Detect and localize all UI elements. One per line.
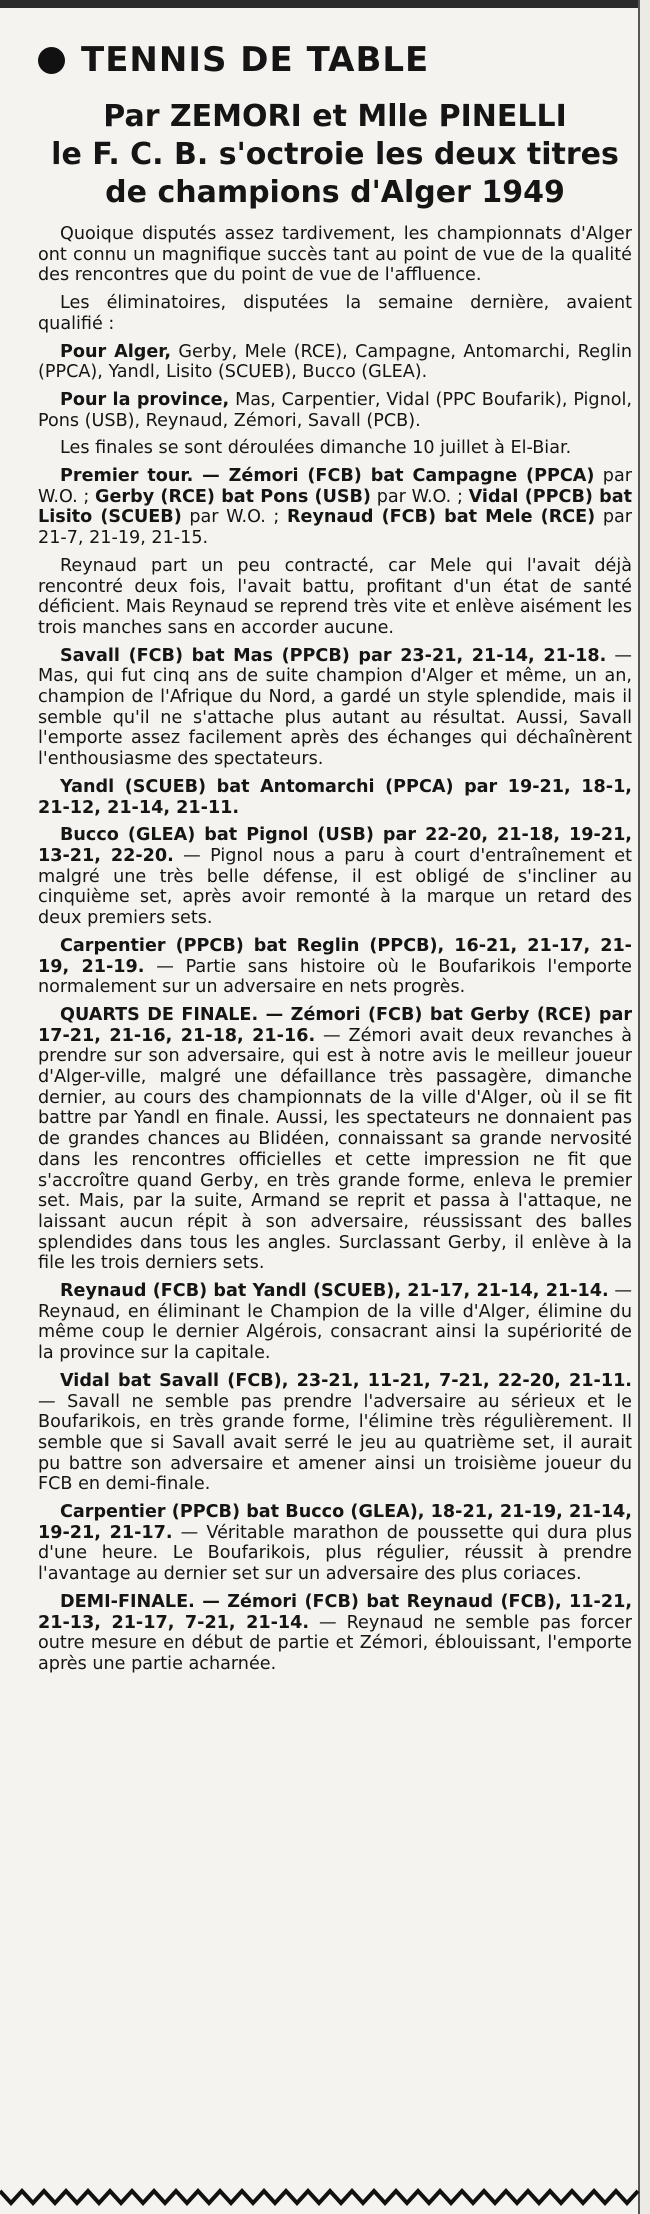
bold-lead: Pour la province, [60,389,230,410]
top-rule [0,0,650,8]
headline [38,98,632,212]
paragraph: Les éliminatoires, disputées la semaine dernière, avaient qualifié : [38,293,632,334]
paragraph: Carpentier (PPCB) bat Reglin (PPCB), 16-21, 21-17, 21-19, 21-19. — Partie sans histoire où le Boufarikois l'emporte normalement sur un adversaire en nets progrès. [38,935,633,998]
headline-line-2: le F. C. B. s'octroie les deux titres [51,137,619,172]
article-body [38,224,632,1675]
paragraph: Savall (FCB) bat Mas (PPCB) par 23-21, 21-14, 21-18. — Mas, qui fut cinq ans de suite champion d'Alger et même, un an, champion de l'Afrique du Nord, a gardé un style splendide, mais il semble qu'il ne s'attache plus autant au résultat. Aussi, Savall l'emporte assez facilement après des échanges qui déchaînèrent l'enthousiasme des spectateurs. [38,645,633,770]
rubric-title: TENNIS DE TABLE [81,40,430,80]
adjacent-column-edge [640,0,650,2214]
paragraph: DEMI-FINALE. — Zémori (FCB) bat Reynaud (FCB), 11-21, 21-13, 21-17, 7-21, 21-14. — Reynaud ne semble pas forcer outre mesure en début de partie et Zémori, éblouissant, l'emporte après une partie acharnée. [38,1591,632,1674]
paragraph: Yandl (SCUEB) bat Antomarchi (PPCA) par 19-21, 18-1, 21-12, 21-14, 21-11. [38,776,632,818]
article-column [38,40,632,1682]
paragraph: Pour Alger, Gerby, Mele (RCE), Campagne, Antomarchi, Reglin (PPCA), Yandl, Lisito (SCUEB), Bucco (GLEA). [38,341,632,383]
headline-line-1: Par ZEMORI et Mlle PINELLI [103,99,567,134]
section-rubric [38,40,632,80]
paragraph: Pour la province, Mas, Carpentier, Vidal (PPC Boufarik), Pignol, Pons (USB), Reynaud, Zémori, Savall (PCB). [38,389,632,431]
paragraph: Vidal bat Savall (FCB), 23-21, 11-21, 7-21, 22-20, 21-11. — Savall ne semble pas prendre l'adversaire au sérieux et le Boufarikois, en très grande forme, l'élimine très régulièrement. Il semble que si Savall avait serré le jeu au quatrième set, il aurait pu battre son adversaire et amener ainsi un troisième joueur du FCB en demi-finale. [38,1370,632,1495]
zigzag-divider [0,2188,640,2206]
paragraph: Reynaud (FCB) bat Yandl (SCUEB), 21-17, 21-14, 21-14. — Reynaud, en éliminant le Champion de la ville d'Alger, élimine du même coup le dernier Algérois, consacrant ainsi la supériorité de la province sur la capitale. [38,1281,632,1364]
paragraph: Les finales se sont déroulées dimanche 10 juillet à El-Biar. [60,438,572,459]
paragraph: Bucco (GLEA) bat Pignol (USB) par 22-20, 21-18, 19-21, 13-21, 22-20. — Pignol nous a paru à court d'entraînement et malgré une très belle défense, il est obligé de s'incliner au cinquième set, après avoir remonté à la marque un retard des deux premiers sets. [38,825,632,929]
paragraph: Quoique disputés assez tardivement, les championnats d'Alger ont connu un magnifique succès tant au point de vue de la qualité des rencontres que du point de vue de l'affluence. [38,224,632,286]
bullet-icon [38,47,65,74]
paragraph: Carpentier (PPCB) bat Bucco (GLEA), 18-21, 21-19, 21-14, 19-21, 21-17. — Véritable marathon de poussette qui dura plus d'une heure. Le Boufarikois, plus régulier, réussit à prendre l'avantage au dernier set sur un adversaire des plus coriaces. [38,1502,632,1585]
paragraph: Premier tour. — Zémori (FCB) bat Campagne (PPCA) par W.O. ; Gerby (RCE) bat Pons (USB) par W.O. ; Vidal (PPCB) bat Lisito (SCUEB) par W.O. ; Reynaud (FCB) bat Mele (RCE) par 21-7, 21-19, 21-15. [38,466,633,549]
bold-lead: Pour Alger, [60,341,172,362]
paragraph: QUARTS DE FINALE. — Zémori (FCB) bat Gerby (RCE) par 17-21, 21-16, 21-18, 21-16. — Zémori avait deux revanches à prendre sur son adversaire, qui est à notre avis le meilleur joueur d'Alger-ville, malgré une défaillance très passagère, dimanche dernier, au cours des championnats de la ville d'Alger, où il se fit battre par Yandl en finale. Aussi, les spectateurs ne donnaient pas de grandes chances au Blidéen, connaissant sa grande nervosité dans les rencontres officielles et cette impression ne fit que s'accroître quand Gerby, en très grande forme, enleva le premier set. Mais, par la suite, Armand se reprit et passa à l'attaque, ne laissant aucun répit à son adversaire, réussissant des balles splendides dans tous les angles. Surclassant Gerby, il enlève à la file les trois derniers sets. [38,1004,633,1274]
headline-line-3: de champions d'Alger 1949 [105,175,565,210]
paragraph: Reynaud part un peu contracté, car Mele qui l'avait déjà rencontré deux fois, l'avait battu, profitant d'un état de santé déficient. Mais Reynaud se reprend très vite et enlève aisément les trois manches sans en accorder aucune. [38,555,632,638]
